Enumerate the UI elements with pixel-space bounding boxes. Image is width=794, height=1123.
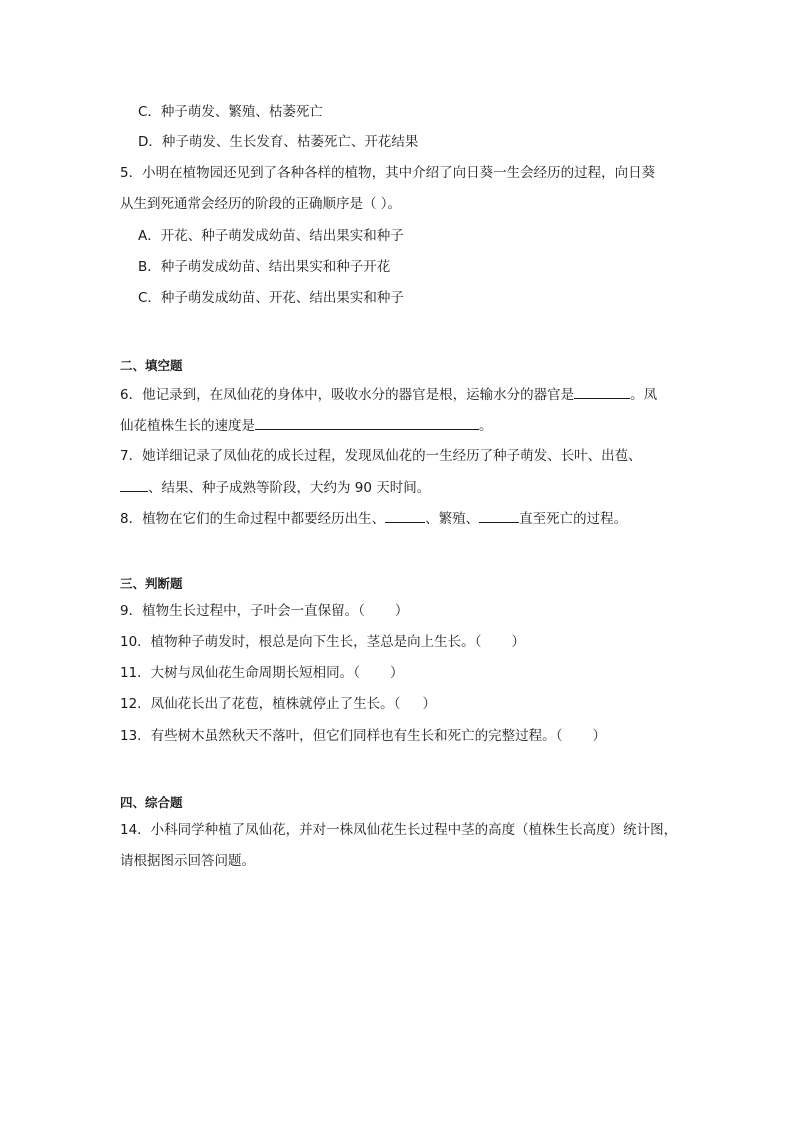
q5-text-line2: 从生到死通常会经历的阶段的正确顺序是（ ）。 <box>120 196 402 212</box>
q11-line <box>120 665 403 681</box>
q6-text-d: 。 <box>479 418 493 434</box>
q9-text: 9．植物生长过程中，子叶会一直保留。 <box>120 603 359 619</box>
answer-paren-close: ） <box>592 728 606 744</box>
q6-line1 <box>120 386 657 403</box>
answer-blank <box>479 510 519 523</box>
q10-text: 10．植物种子萌发时，根总是向下生长，茎总是向上生长。 <box>120 634 475 650</box>
q11-text: 11．大树与凤仙花生命周期长短相同。 <box>120 665 354 681</box>
q10-line <box>120 634 525 650</box>
answer-paren-open: （ <box>555 728 563 744</box>
q6-text-b: 。凤 <box>630 387 658 403</box>
answer-blank <box>120 479 148 492</box>
answer-paren-open: （ <box>353 665 360 681</box>
answer-paren-close: ） <box>389 665 404 681</box>
q5-option-c: C．种子萌发成幼苗、开花、结出果实和种子 <box>138 290 404 306</box>
q8-line <box>120 510 627 527</box>
q4-option-d: D．种子萌发、生长发育、枯萎死亡、开花结果 <box>138 134 419 150</box>
q13-line <box>120 728 606 744</box>
q4-option-c: C．种子萌发、繁殖、枯萎死亡 <box>138 104 323 120</box>
q12-line <box>120 696 436 712</box>
answer-paren-close: ） <box>422 696 436 712</box>
q5-option-b: B．种子萌发成幼苗、结出果实和种子开花 <box>138 259 391 275</box>
q5-text-line1: 5．小明在植物园还见到了各种各样的植物，其中介绍了向日葵一生会经历的过程，向日葵 <box>120 165 656 181</box>
q7-text-b: 、结果、种子成熟等阶段，大约为 90 天时间。 <box>148 480 431 496</box>
section-3-heading: 三、判断题 <box>120 576 183 591</box>
section-2-heading: 二、填空题 <box>120 358 183 373</box>
answer-blank <box>255 417 479 430</box>
q14-line2: 请根据图示回答问题。 <box>120 853 255 869</box>
answer-paren-open: （ <box>474 634 482 650</box>
answer-paren-close: ） <box>511 634 525 650</box>
answer-paren-close: ） <box>394 603 409 619</box>
q13-text: 13．有些树木虽然秋天不落叶，但它们同样也有生长和死亡的完整过程。 <box>120 728 556 744</box>
q8-text-c: 直至死亡的过程。 <box>519 511 628 527</box>
q6-text-c: 仙花植株生长的速度是 <box>120 418 255 434</box>
q6-line2 <box>120 417 493 434</box>
q5-option-a: A．开花、种子萌发成幼苗、结出果实和种子 <box>138 228 404 244</box>
q8-text-b: 、繁殖、 <box>425 511 480 527</box>
q12-text: 12．凤仙花长出了花苞，植株就停止了生长。 <box>120 696 394 712</box>
section-4-heading: 四、综合题 <box>120 795 183 810</box>
q6-text-a: 6．他记录到，在凤仙花的身体中，吸收水分的器官是根，运输水分的器官是 <box>120 387 575 403</box>
answer-paren-open: （ <box>358 603 365 619</box>
answer-paren-open: （ <box>393 696 401 712</box>
q9-line <box>120 603 408 619</box>
q7-line1: 7．她详细记录了凤仙花的成长过程，发现凤仙花的一生经历了种子萌发、长叶、出苞、 <box>120 448 642 464</box>
q7-line2 <box>120 479 430 496</box>
q14-line1: 14．小科同学种植了凤仙花，并对一株凤仙花生长过程中茎的高度（植株生长高度）统计图， <box>120 822 678 838</box>
answer-blank <box>574 386 630 399</box>
answer-blank <box>385 510 425 523</box>
q8-text-a: 8．植物在它们的生命过程中都要经历出生、 <box>120 511 386 527</box>
